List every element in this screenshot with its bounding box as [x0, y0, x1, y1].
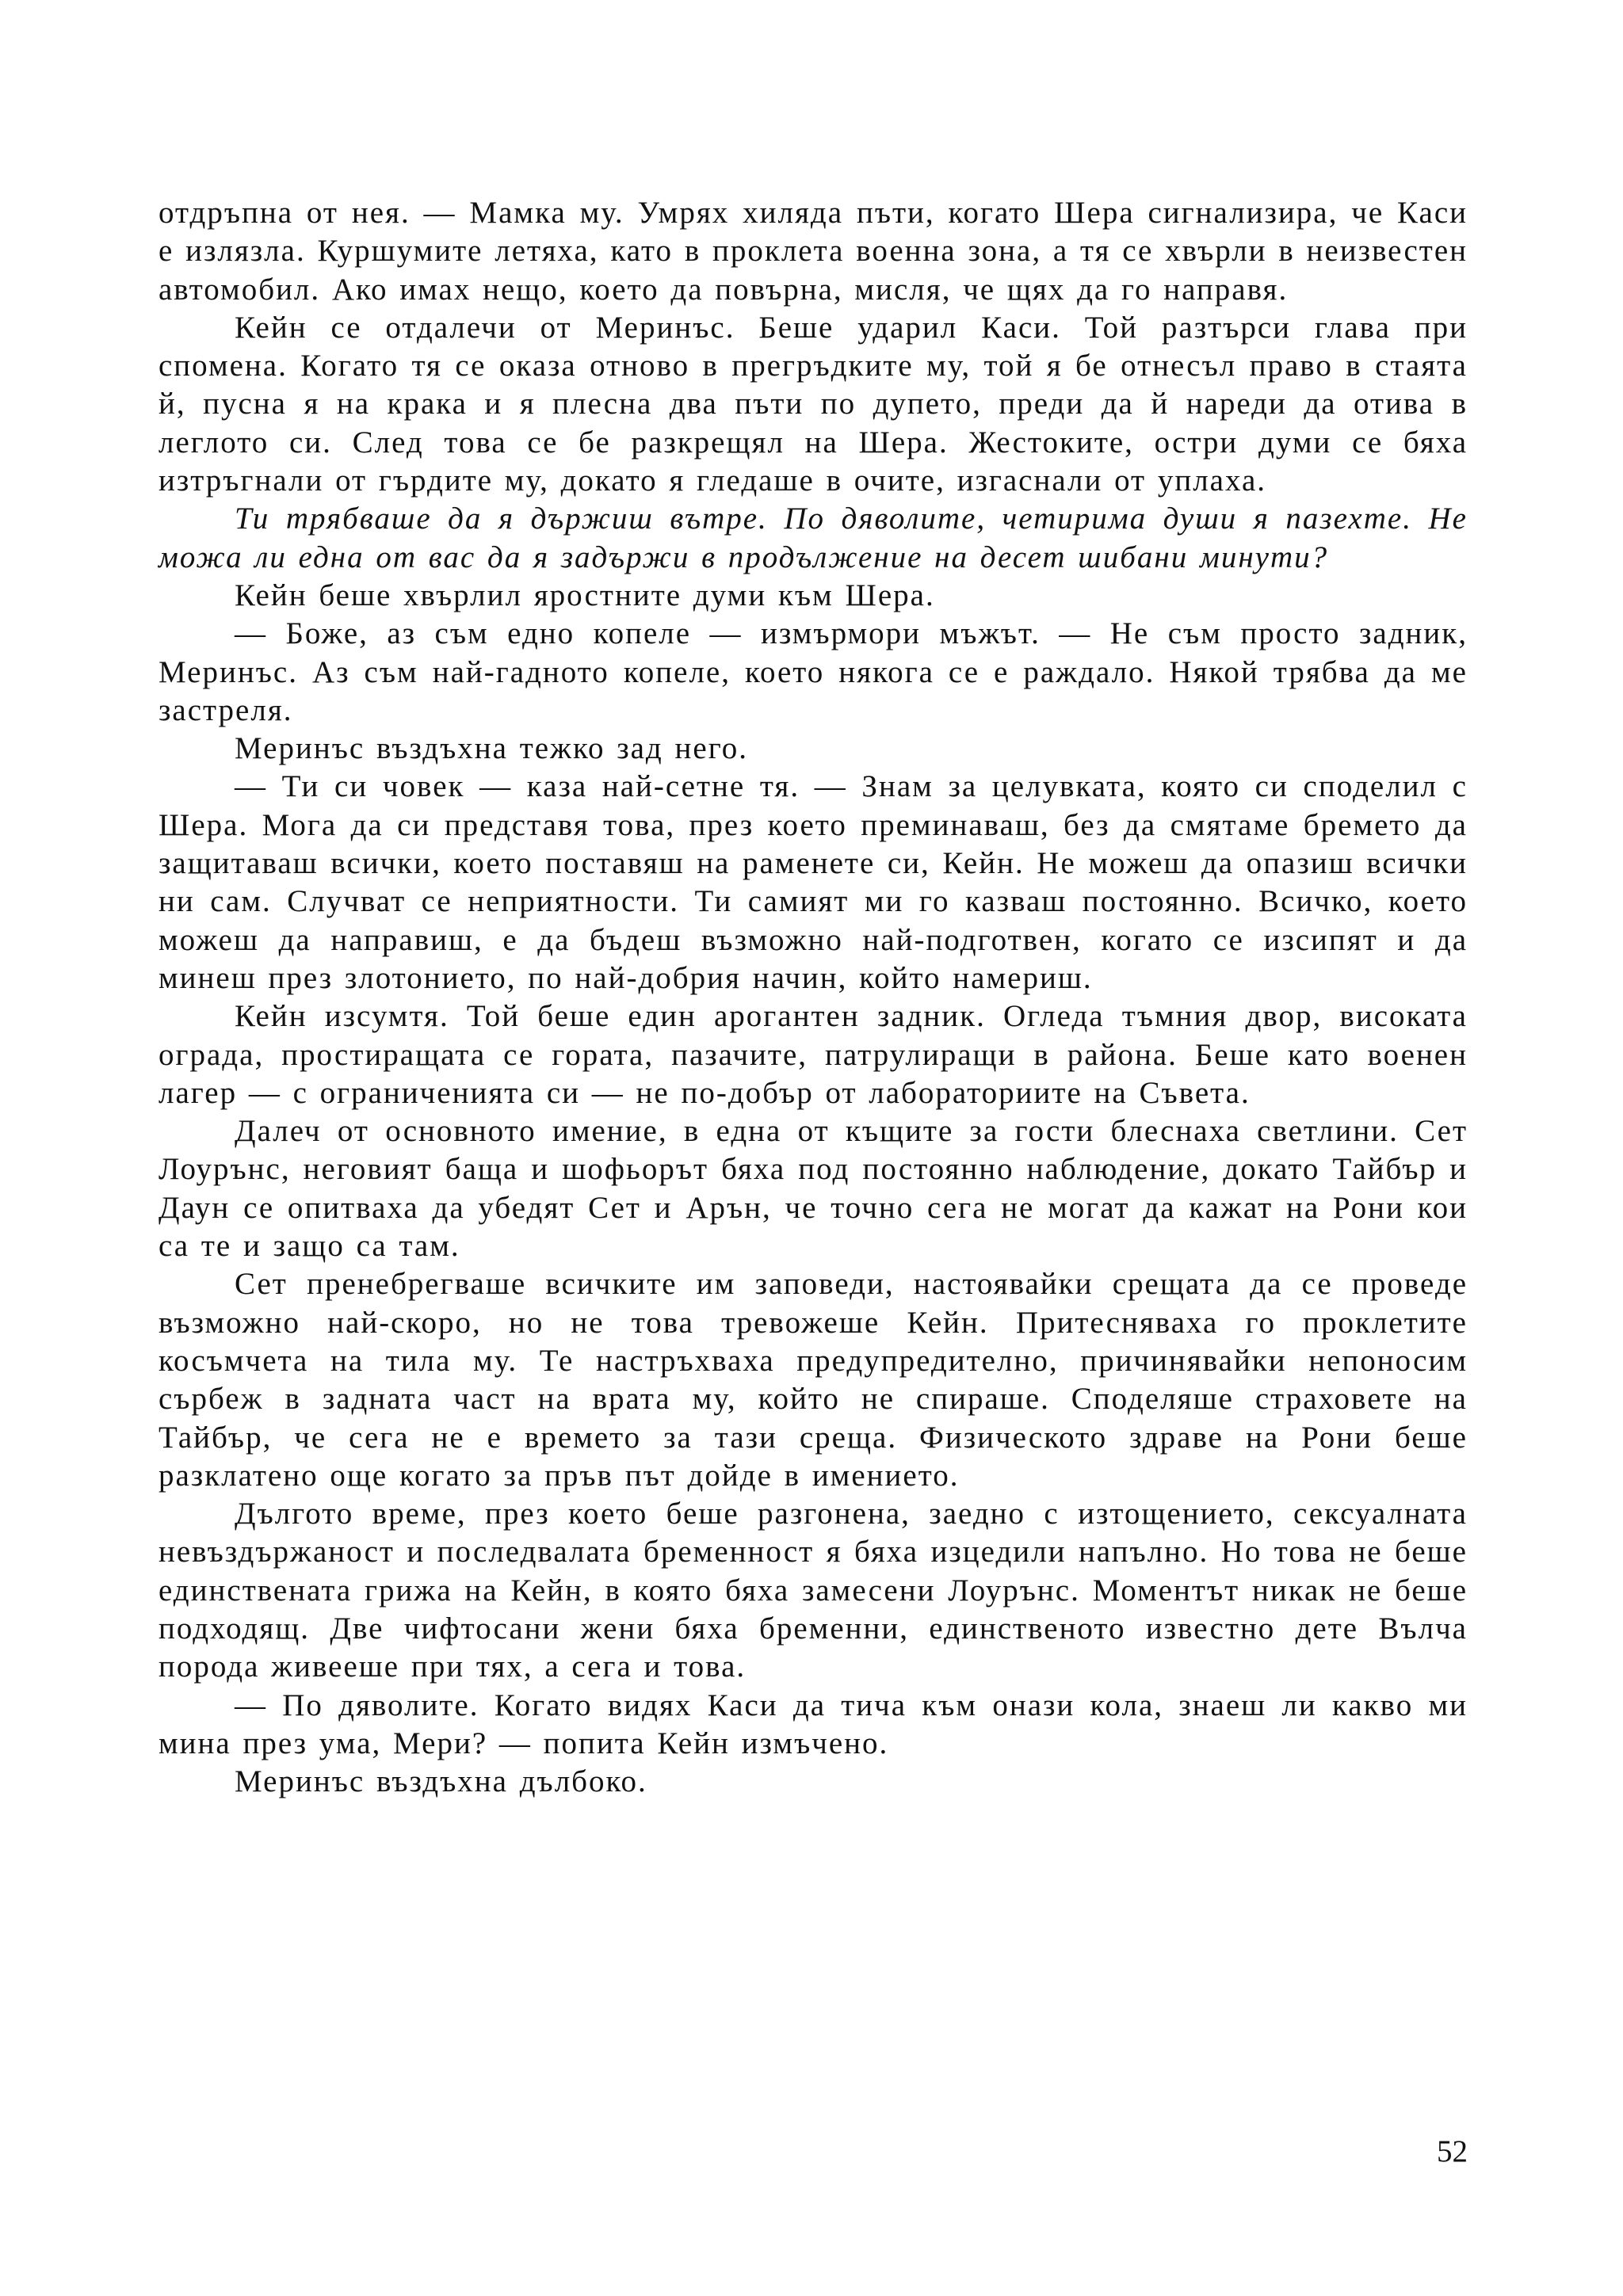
page-body-text: [158, 194, 1468, 1801]
paragraph-9: Далеч от основното имение, в една от къщите за гости блеснаха светлини. Сет Лоурънс, неговият баща и шофьорът бяха под постоянно наблюдение, докато Тайбър и Даун се опитваха да убедят Сет и Арън, че точно сега не могат да кажат на Рони кои са те и защо са там.: [158, 1114, 1468, 1264]
paragraph-7: — Ти си човек — каза най-сетне тя. — Знам за целувката, която си споделил с Шера. Мога да си представя това, през което преминаваш, без да смятаме бремето да защитаваш всички, което поставяш на раменете си, Кейн. Не можеш да опазиш всички ни сам. Случват се неприятности. Ти самият ми го казваш постоянно. Всичко, което можеш да направиш, е да бъдеш възможно най-подготвен, когато се изсипят и да минеш през злотонието, по най-добрия начин, който намериш.: [158, 769, 1468, 995]
paragraph-3-italic-thought: Ти трябваше да я държиш вътре. По дяволите, четирима души я пазехте. Не можа ли една от вас да я задържи в продължение на десет шибани минути?: [158, 502, 1468, 574]
paragraph-5: — Боже, аз съм едно копеле — измърмори мъжът. — Не съм просто задник, Меринъс. Аз съм най-гадното копеле, което някога се е раждало. Някой трябва да ме застреля.: [158, 616, 1468, 727]
page-number: 52: [1437, 2134, 1468, 2168]
paragraph-10: Сет пренебрегваше всичките им заповеди, настоявайки срещата да се проведе възможно най-скоро, но не това тревожеше Кейн. Притесняваха го проклетите косъмчета на тила му. Те настръхваха предупредително, причинявайки непоносим сърбеж в задната част на врата му, който не спираше. Споделяше страховете на Тайбър, че сега не е времето за тази среща. Физическото здраве на Рони беше разклатено още когато за пръв път дойде в имението.: [158, 1267, 1468, 1493]
paragraph-8: Кейн изсумтя. Той беше един арогантен задник. Огледа тъмния двор, високата ограда, простиращата се гората, пазачите, патрулиращи в района. Беше като военен лагер — с ограниченията си — не по-добър от лабораториите на Съвета.: [158, 999, 1468, 1110]
paragraph-2: Кейн се отдалечи от Меринъс. Беше ударил Каси. Той разтърси глава при спомена. Когато тя се оказа отново в прегръдките му, той я бе отнесъл право в стаята й, пусна я на крака и я плесна два пъти по дупето, преди да й нареди да отива в леглото си. След това се бе разкрещял на Шера. Жестоките, остри думи се бяха изтръгнали от гърдите му, докато я гледаше в очите, изгаснали от уплаха.: [158, 310, 1468, 498]
paragraph-6: Меринъс въздъхна тежко зад него.: [235, 731, 748, 766]
paragraph-12: — По дяволите. Когато видях Каси да тича към онази кола, знаеш ли какво ми мина през ума, Мери? — попита Кейн измъчено.: [158, 1688, 1468, 1760]
paragraph-4: Кейн беше хвърлил яростните думи към Шера.: [235, 578, 935, 612]
paragraph-13: Меринъс въздъхна дълбоко.: [235, 1764, 647, 1799]
paragraph-1: отдръпна от нея. — Мамка му. Умрях хиляда пъти, когато Шера сигнализира, че Каси е излязла. Куршумите летяха, като в проклета военна зона, а тя се хвърли в неизвестен автомобил. Ако имах нещо, което да повърна, мисля, че щях да го направя.: [158, 196, 1468, 307]
paragraph-11: Дългото време, през което беше разгонена, заедно с изтощението, сексуалната невъздържаност и последвалата бременност я бяха изцедили напълно. Но това не беше единствената грижа на Кейн, в която бяха замесени Лоурънс. Моментът никак не беше подходящ. Две чифтосани жени бяха бременни, единственото известно дете Вълча порода живееше при тях, а сега и това.: [158, 1497, 1468, 1684]
